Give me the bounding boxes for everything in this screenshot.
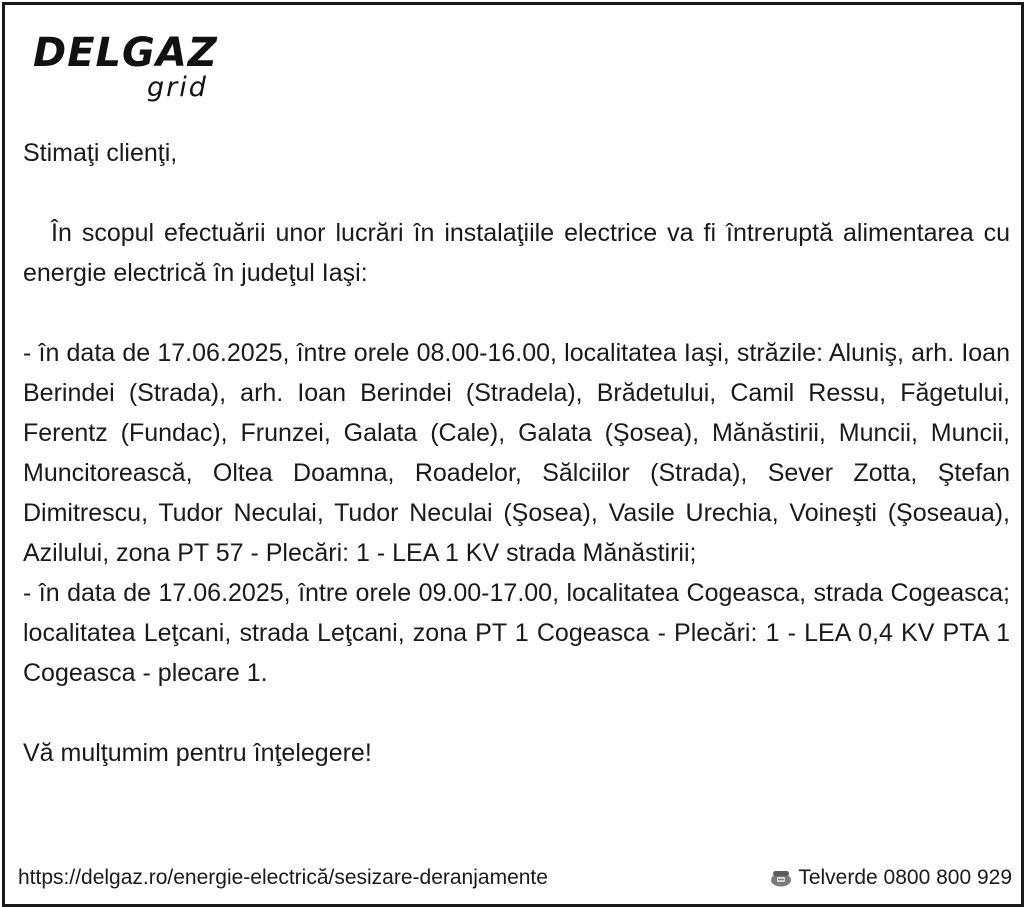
logo-brand: DELGAZ — [33, 30, 218, 76]
delgaz-grid-logo — [33, 31, 233, 111]
logo-sub: grid — [147, 72, 208, 103]
hotline-label: Telverde 0800 800 929 — [798, 866, 1012, 889]
report-outage-link[interactable]: https://delgaz.ro/energie-electrică/sesizare-deranjamente — [18, 866, 548, 889]
outage-item: - în data de 17.06.2025, între orele 09.00-17.00, localitatea Cogeasca, strada Cogeasca; localitatea Leţcani, strada Leţcani, zona PT 1 Cogeasca - Plecări: 1 - LEA 0,4 KV PTA 1 Cogeasca - plecare 1. — [23, 579, 1010, 687]
notice-frame — [2, 2, 1024, 907]
outage-item: - în data de 17.06.2025, între orele 08.00-16.00, localitatea Iaşi, străzile: Aluniş, arh. Ioan Berindei (Strada), arh. Ioan Berindei (Stradela), Brădetului, Camil Ressu, Făgetului, Ferentz (Fundac), Frunzei, Galata (Cale), Galata (Şosea), Mănăstirii, Muncii, Muncii, Muncitorească, Oltea Doamna, Roadelor, Sălciilor (Strada), Sever Zotta, Ştefan Dimitrescu, Tudor Neculai, Tudor Neculai (Şosea), Vasile Urechia, Voineşti (Şoseaua), Azilului, zona PT 57 - Plecări: 1 - LEA 1 KV strada Mănăstirii; — [23, 339, 1010, 567]
footer — [18, 866, 1012, 896]
intro-paragraph: În scopul efectuării unor lucrări în instalaţiile electrice va fi întreruptă alimentarea cu energie electrică în judeţul Iaşi: — [23, 219, 1010, 287]
closing-line: Vă mulţumim pentru înţelegere! — [23, 739, 372, 767]
notice-body — [23, 133, 1010, 773]
greeting: Stimaţi clienţi, — [23, 139, 178, 167]
hotline — [770, 866, 1012, 890]
telephone-icon — [770, 869, 792, 887]
